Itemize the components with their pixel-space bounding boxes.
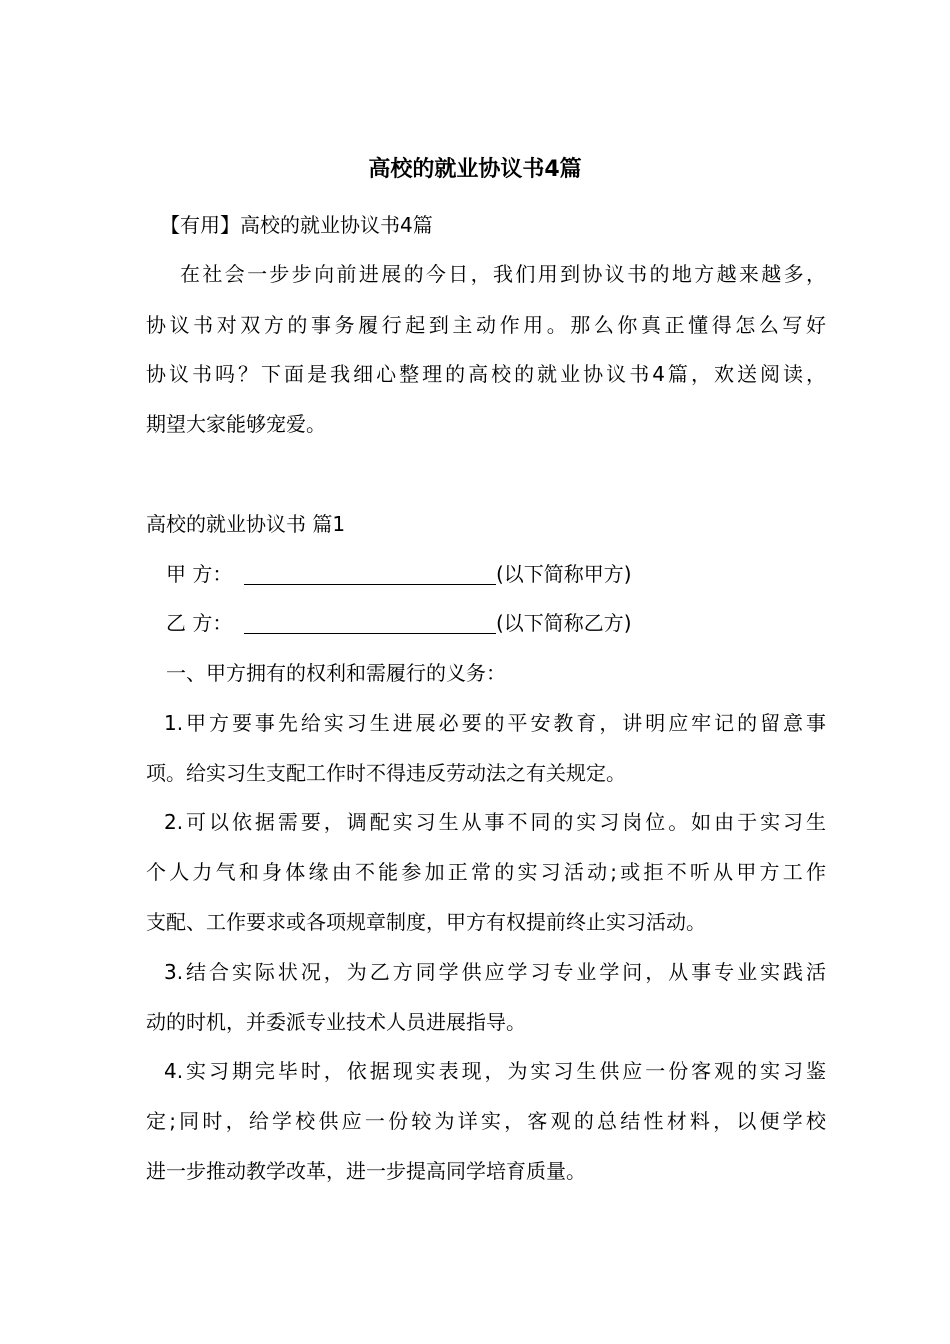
intro-line-1: 在社会一步步向前进展的今日，我们用到协议书的地方越来越多， — [180, 262, 826, 286]
clause-heading: 一、甲方拥有的权利和需履行的义务： — [166, 661, 506, 685]
section-heading: 高校的就业协议书 篇1 — [146, 512, 346, 536]
intro-line-3: 协议书吗？下面是我细心整理的高校的就业协议书4篇，欢送阅读， — [146, 362, 826, 386]
party-b-blank-field[interactable] — [244, 611, 496, 634]
clause-2-line-3: 支配、工作要求或各项规章制度，甲方有权提前终止实习活动。 — [146, 910, 706, 934]
document-title: 高校的就业协议书4篇 — [368, 157, 582, 182]
clause-2-line-2: 个人力气和身体缘由不能参加正常的实习活动;或拒不听从甲方工作 — [146, 860, 826, 884]
party-a-blank-field[interactable] — [244, 562, 496, 585]
clause-3-line-2: 动的时机，并委派专业技术人员进展指导。 — [146, 1010, 526, 1034]
party-b-suffix: (以下简称乙方) — [496, 611, 632, 635]
party-b-label: 乙 方： — [166, 611, 233, 635]
document-subtitle: 【有用】高校的就业协议书4篇 — [160, 213, 433, 237]
party-a-suffix: (以下简称甲方) — [496, 562, 632, 586]
party-a-row — [166, 560, 846, 588]
intro-line-4: 期望大家能够宠爱。 — [146, 412, 326, 436]
clause-2-line-1: 2.可以依据需要，调配实习生从事不同的实习岗位。如由于实习生 — [164, 810, 826, 834]
party-b-row — [166, 609, 846, 637]
party-a-label: 甲 方： — [166, 562, 233, 586]
clause-1-line-2: 项。给实习生支配工作时不得违反劳动法之有关规定。 — [146, 761, 626, 785]
clause-4-line-3: 进一步推动教学改革，进一步提高同学培育质量。 — [146, 1159, 586, 1183]
clause-1-line-1: 1.甲方要事先给实习生进展必要的平安教育，讲明应牢记的留意事 — [164, 711, 826, 735]
clause-4-line-2: 定;同时，给学校供应一份较为详实，客观的总结性材料，以便学校 — [146, 1109, 826, 1133]
intro-line-2: 协议书对双方的事务履行起到主动作用。那么你真正懂得怎么写好 — [146, 313, 826, 337]
clause-4-line-1: 4.实习期完毕时，依据现实表现，为实习生供应一份客观的实习鉴 — [164, 1059, 826, 1083]
clause-3-line-1: 3.结合实际状况，为乙方同学供应学习专业学问，从事专业实践活 — [164, 960, 826, 984]
